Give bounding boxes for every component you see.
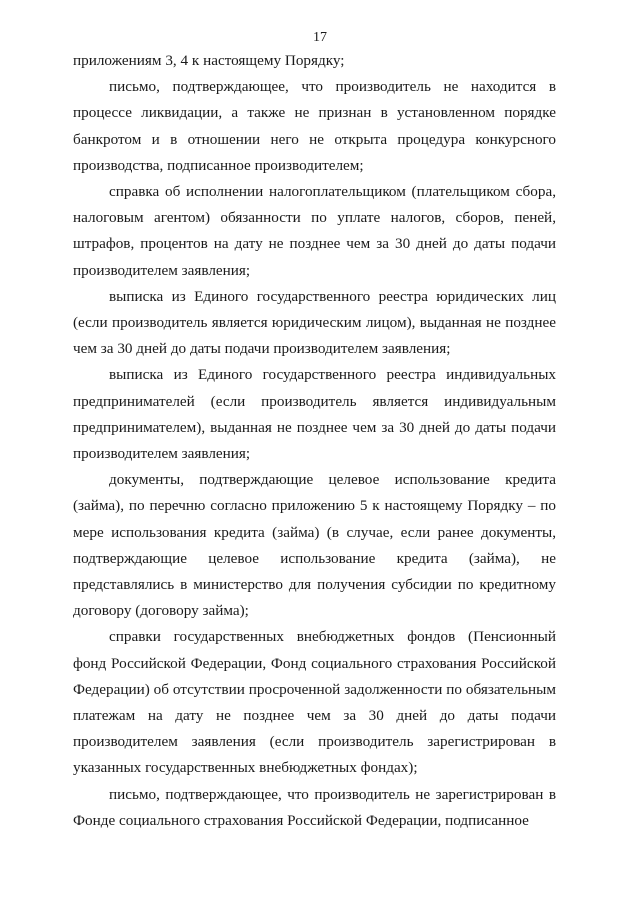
paragraph-loan-usage-documents: документы, подтверждающие целевое использование кредита (займа), по перечню согласно приложению 5 к настоящему Порядку – по мере использования кредита (займа) (в случае, если ранее документы, подтверждающие целевое использование кредита (займа), не представлялись в министерство для получения субсидии по кредитному договору (договору займа);: [73, 471, 556, 620]
paragraph-entrepreneurs-extract: выписка из Единого государственного реестра индивидуальных предпринимателей (если производитель является индивидуальным предпринимателем), выданная не позднее чем за 30 дней до даты подачи производителем заявления;: [73, 366, 556, 463]
document-body: [73, 48, 556, 834]
page-number: 17: [313, 30, 327, 45]
paragraph-tax-certificate: справка об исполнении налогоплательщиком (плательщиком сбора, налоговым агентом) обязанности по уплате налогов, сборов, пеней, штрафов, процентов на дату не позднее чем за 30 дней до даты подачи производителем заявления;: [73, 183, 556, 279]
paragraph-social-insurance-letter: письмо, подтверждающее, что производитель не зарегистрирован в Фонде социального страхования Российской Федерации, подписанное: [73, 785, 556, 829]
paragraph-extrabudgetary-funds-certificates: справки государственных внебюджетных фондов (Пенсионный фонд Российской Федерации, Фонд социального страхования Российской Федерации) об отсутствии просроченной задолженности по обязательным платежам на дату не позднее чем за 30 дней до даты подачи производителем заявления (если производитель зарегистрирован в указанных государственных внебюджетных фондах);: [73, 628, 556, 777]
paragraph-liquidation-letter: письмо, подтверждающее, что производитель не находится в процессе ликвидации, а также не признан в установленном порядке банкротом и в отношении него не открыта процедура конкурсного производства, подписанное производителем;: [73, 78, 556, 174]
paragraph-legal-entities-extract: выписка из Единого государственного реестра юридических лиц (если производитель является юридическим лицом), выданная не позднее чем за 30 дней до даты подачи производителем заявления;: [73, 287, 556, 358]
paragraph-continuation: приложениям 3, 4 к настоящему Порядку;: [73, 52, 345, 69]
